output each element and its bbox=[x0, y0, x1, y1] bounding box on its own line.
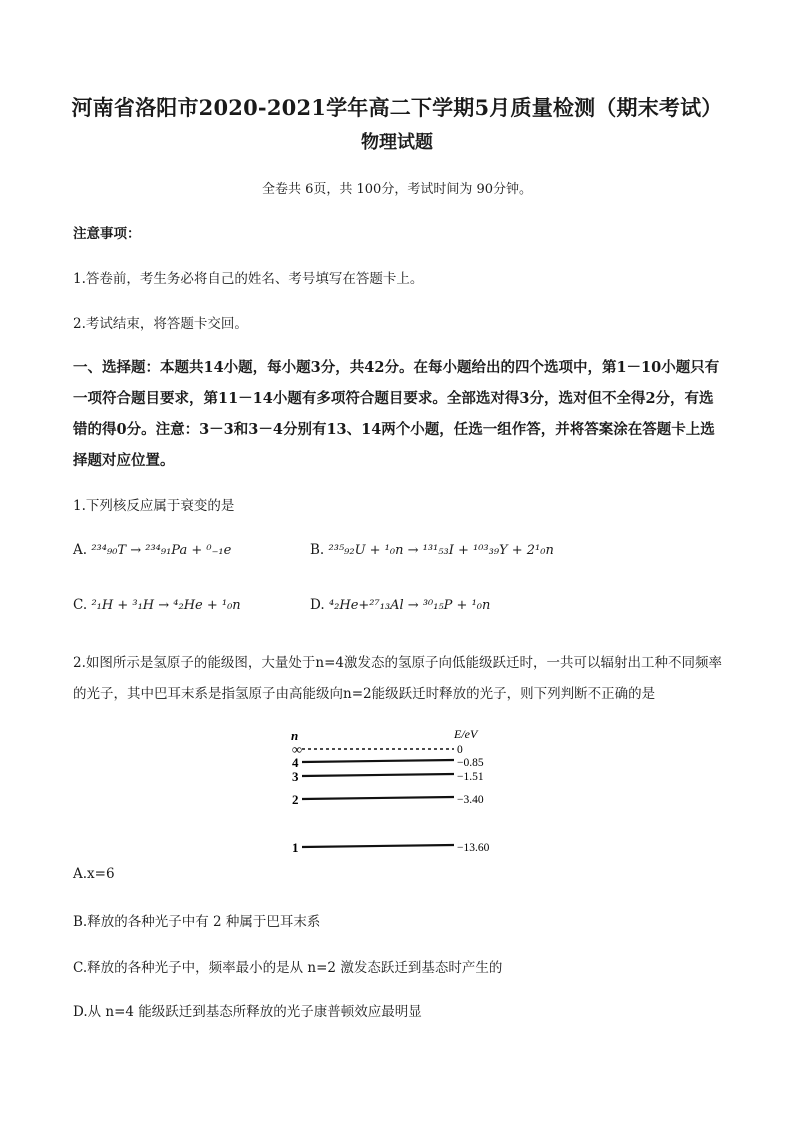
q1-option-c-label: C. bbox=[73, 597, 88, 613]
q2-option-d: D.从 n=4 能级跃迁到基态所释放的光子康普顿效应最明显 bbox=[73, 1004, 422, 1020]
energy-level-line-2 bbox=[302, 760, 454, 762]
energy-level-n-label-1: ∞ bbox=[292, 743, 302, 758]
diagram-energy-axis-label: E/eV bbox=[454, 727, 478, 741]
question-1-stem: 1.下列核反应属于衰变的是 bbox=[73, 498, 235, 514]
q1-option-c-formula: ²₁H + ³₁H → ⁴₂He + ¹₀n bbox=[91, 598, 241, 613]
energy-levels bbox=[292, 743, 490, 855]
energy-level-n-label-2: 4 bbox=[292, 755, 299, 770]
q1-option-a-label: A. bbox=[73, 542, 88, 558]
q2-option-c: C.释放的各种光子中，频率最小的是从 n=2 激发态跃迁到基态时产生的 bbox=[73, 960, 503, 976]
note-item-1: 1.答卷前，考生务必将自己的姓名、考号填写在答题卡上。 bbox=[73, 271, 424, 287]
energy-level-value-label-5: −13.60 bbox=[457, 842, 490, 854]
energy-level-line-5 bbox=[302, 845, 454, 847]
energy-level-line-3 bbox=[302, 774, 454, 776]
energy-level-line-4 bbox=[302, 797, 454, 799]
q1-option-a bbox=[73, 542, 231, 558]
q1-option-b bbox=[310, 542, 554, 558]
energy-level-value-label-4: −3.40 bbox=[457, 794, 484, 806]
diagram-n-axis-label: n bbox=[291, 728, 299, 743]
exam-meta: 全卷共 6页，共 100分，考试时间为 90分钟。 bbox=[261, 182, 533, 197]
q2-option-a: A.x=6 bbox=[73, 866, 115, 882]
notes-heading: 注意事项： bbox=[73, 226, 141, 242]
question-2-stem: 2.如图所示是氢原子的能级图，大量处于n=4激发态的氢原子向低能级跃迁时，一共可以辐射出工种不同频率的光子，其中巴耳末系是指氢原子由高能级向n=2能级跃迁时释放的光子，则下列判断不正确的是 bbox=[73, 655, 722, 702]
q1-option-d-label: D. bbox=[310, 597, 325, 613]
energy-level-value-label-1: 0 bbox=[457, 744, 463, 756]
energy-level-n-label-3: 3 bbox=[292, 769, 299, 784]
exam-subtitle: 物理试题 bbox=[361, 132, 433, 153]
q1-option-d bbox=[310, 597, 490, 613]
q2-option-b: B.释放的各种光子中有 2 种属于巴耳末系 bbox=[73, 914, 321, 930]
note-item-2: 2.考试结束，将答题卡交回。 bbox=[73, 316, 248, 332]
q1-option-d-formula: ⁴₂He+²⁷₁₃Al → ³⁰₁₅P + ¹₀n bbox=[328, 598, 491, 613]
energy-level-n-label-4: 2 bbox=[292, 792, 299, 807]
energy-level-diagram bbox=[282, 726, 512, 858]
q1-option-b-formula: ²³⁵₉₂U + ¹₀n → ¹³¹₅₃I + ¹⁰³₃₉Y + 2¹₀n bbox=[328, 543, 554, 558]
q1-option-c bbox=[73, 597, 241, 613]
exam-title: 河南省洛阳市2020-2021学年高二下学期5月质量检测（期末考试） bbox=[71, 95, 723, 120]
energy-level-value-label-2: −0.85 bbox=[457, 757, 484, 769]
q1-option-a-formula: ²³⁴₉₀T → ²³⁴₉₁Pa + ⁰₋₁e bbox=[91, 543, 232, 558]
q1-option-b-label: B. bbox=[310, 542, 325, 558]
energy-level-value-label-3: −1.51 bbox=[457, 771, 484, 783]
energy-level-n-label-5: 1 bbox=[292, 840, 299, 855]
section-instructions: 一、选择题：本题共14小题，每小题3分，共42分。在每小题给出的四个选项中，第1－10小题只有一项符合题目要求，第11－14小题有多项符合题目要求。全部选对得3分，选对但不全得2分，有选错的得0分。注意：3－3和3－4分别有13、14两个小题，任选一组作答，并将答案涂在答题卡上选择题对应位置。 bbox=[73, 359, 720, 469]
